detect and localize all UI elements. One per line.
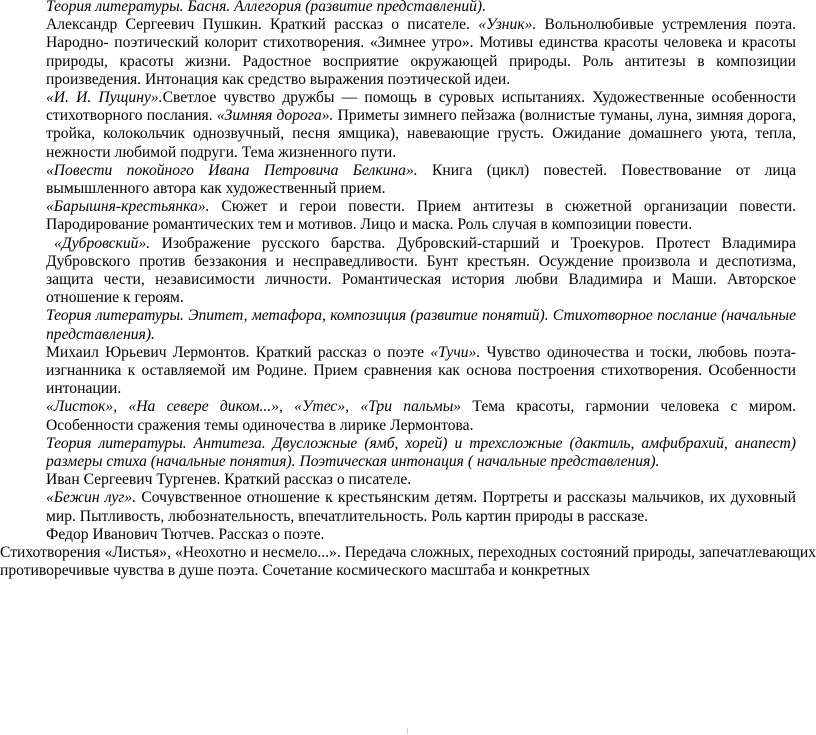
italic-text: Теория литературы. Антитеза. Двусложные (ямб, хорей) и трехсложные (дактиль, амфибрахий, анапест) размеры стиха (начальные понятия). Поэтическая интонация ( начальные представления).	[46, 434, 796, 471]
text-run: Сюжет и герои повести. Прием антитезы в сюжетной организации повести. Пародирование романтических тем и мотивов. Лицо и маска. Роль случая в композиции повести.	[46, 198, 796, 234]
italic-text: «Зимняя дорога».	[216, 107, 334, 125]
text-run: Иван Сергеевич Тургенев. Краткий рассказ о писателе.	[46, 471, 412, 489]
italic-text: «И. И. Пущину».	[46, 89, 163, 107]
document-body-continued	[0, 544, 816, 580]
page-marker	[407, 728, 408, 734]
paragraph-pushkin-intro	[46, 16, 796, 89]
text-run: Федор Иванович Тютчев. Рассказ о поэте.	[46, 525, 325, 543]
text-run: Вольнолюбивые устремления поэта. Народно- поэтический колорит стихотворения. «Зимнее утро». Мотивы единства красоты человека и красоты природы, красоты жизни. Радостное восприятие окружающей природы. Роль антитезы в композиции произведения. Интонация как средство выражения поэтической идеи.	[46, 16, 797, 88]
paragraph-theory-antithesis	[46, 435, 796, 471]
italic-text: «Тучи».	[430, 343, 481, 361]
italic-text: Теория литературы. Эпитет, метафора, композиция (развитие понятий). Стихотворное послание (начальные представления).	[46, 307, 796, 343]
paragraph-tyutchev-poems	[0, 544, 816, 580]
text-run: Тема красоты, гармонии человека с миром. Особенности сражения темы одиночества в лирике Лермонтова.	[46, 398, 797, 434]
paragraph-belkin-tales	[46, 162, 796, 198]
text-run: Светлое чувство дружбы — помощь в суровых испытаниях. Художественные особенности стихотворного послания.	[46, 89, 796, 125]
italic-text: «Бежин луг».	[46, 489, 137, 507]
paragraph-theory-fable	[46, 0, 796, 16]
italic-text: «Узник».	[478, 16, 537, 34]
italic-text: Теория литературы. Басня. Аллегория (развитие представлений).	[46, 0, 487, 15]
paragraph-dubrovsky	[46, 235, 796, 308]
text-run: Михаил Юрьевич Лермонтов. Краткий рассказ о поэте	[46, 343, 431, 361]
text-run: Книга (цикл) повестей. Повествование от лица вымышленного автора как художественный прием.	[46, 161, 797, 198]
paragraph-tyutchev	[46, 526, 796, 544]
text-run: Приметы зимнего пейзажа (волнистые туманы, луна, зимняя дорога, тройка, колокольчик однозвучный, песня ямщика), навевающие грусть. Ожидание домашнего уюта, тепла, нежности любимой подруги. Тема жизненного пути.	[46, 107, 796, 161]
paragraph-turgenev	[46, 471, 796, 489]
paragraph-baryshnya	[46, 198, 796, 234]
paragraph-lermontov	[46, 344, 796, 399]
paragraph-bezhin-lug	[46, 489, 796, 525]
paragraph-lermontov-poems	[46, 398, 796, 434]
text-run: Сочувственное отношение к крестьянским детям. Портреты и рассказы мальчиков, их духовный мир. Пытливость, любознательность, впечатлительность. Роль картин природы в рассказе.	[46, 489, 796, 525]
paragraph-pushchin	[46, 89, 796, 162]
paragraph-theory-epithet	[46, 307, 796, 343]
text-run: Стихотворения «Листья», «Неохотно и несмело...». Передача сложных, переходных состояний природы, запечатлевающих противоречивые чувства в душе поэта. Сочетание космического масштаба и конкретных	[0, 544, 816, 580]
text-run: Чувство одиночества и тоски, любовь поэта-изгнанника к оставляемой им Родине. Прием сравнения как основа построения стихотворения. Особенности интонации.	[46, 343, 797, 398]
italic-text: «Повести покойного Ивана Петровича Белкина».	[46, 161, 418, 179]
italic-text: «Дубровский».	[54, 234, 151, 252]
text-run: Изображение русского барства. Дубровский-старший и Троекуров. Протест Владимира Дубровского против беззакония и несправедливости. Бунт крестьян. Осуждение произвола и деспотизма, защита чести, независимости личности. Романтическая история любви Владимира и Маши. Авторское отношение к героям.	[46, 234, 796, 307]
italic-text: «Барышня-крестьянка».	[46, 198, 210, 216]
document-body	[46, 0, 796, 544]
text-run: Александр Сергеевич Пушкин. Краткий рассказ о писателе.	[46, 16, 479, 34]
italic-text: «Листок», «На севере диком...», «Утес», «Три пальмы»	[46, 398, 462, 416]
